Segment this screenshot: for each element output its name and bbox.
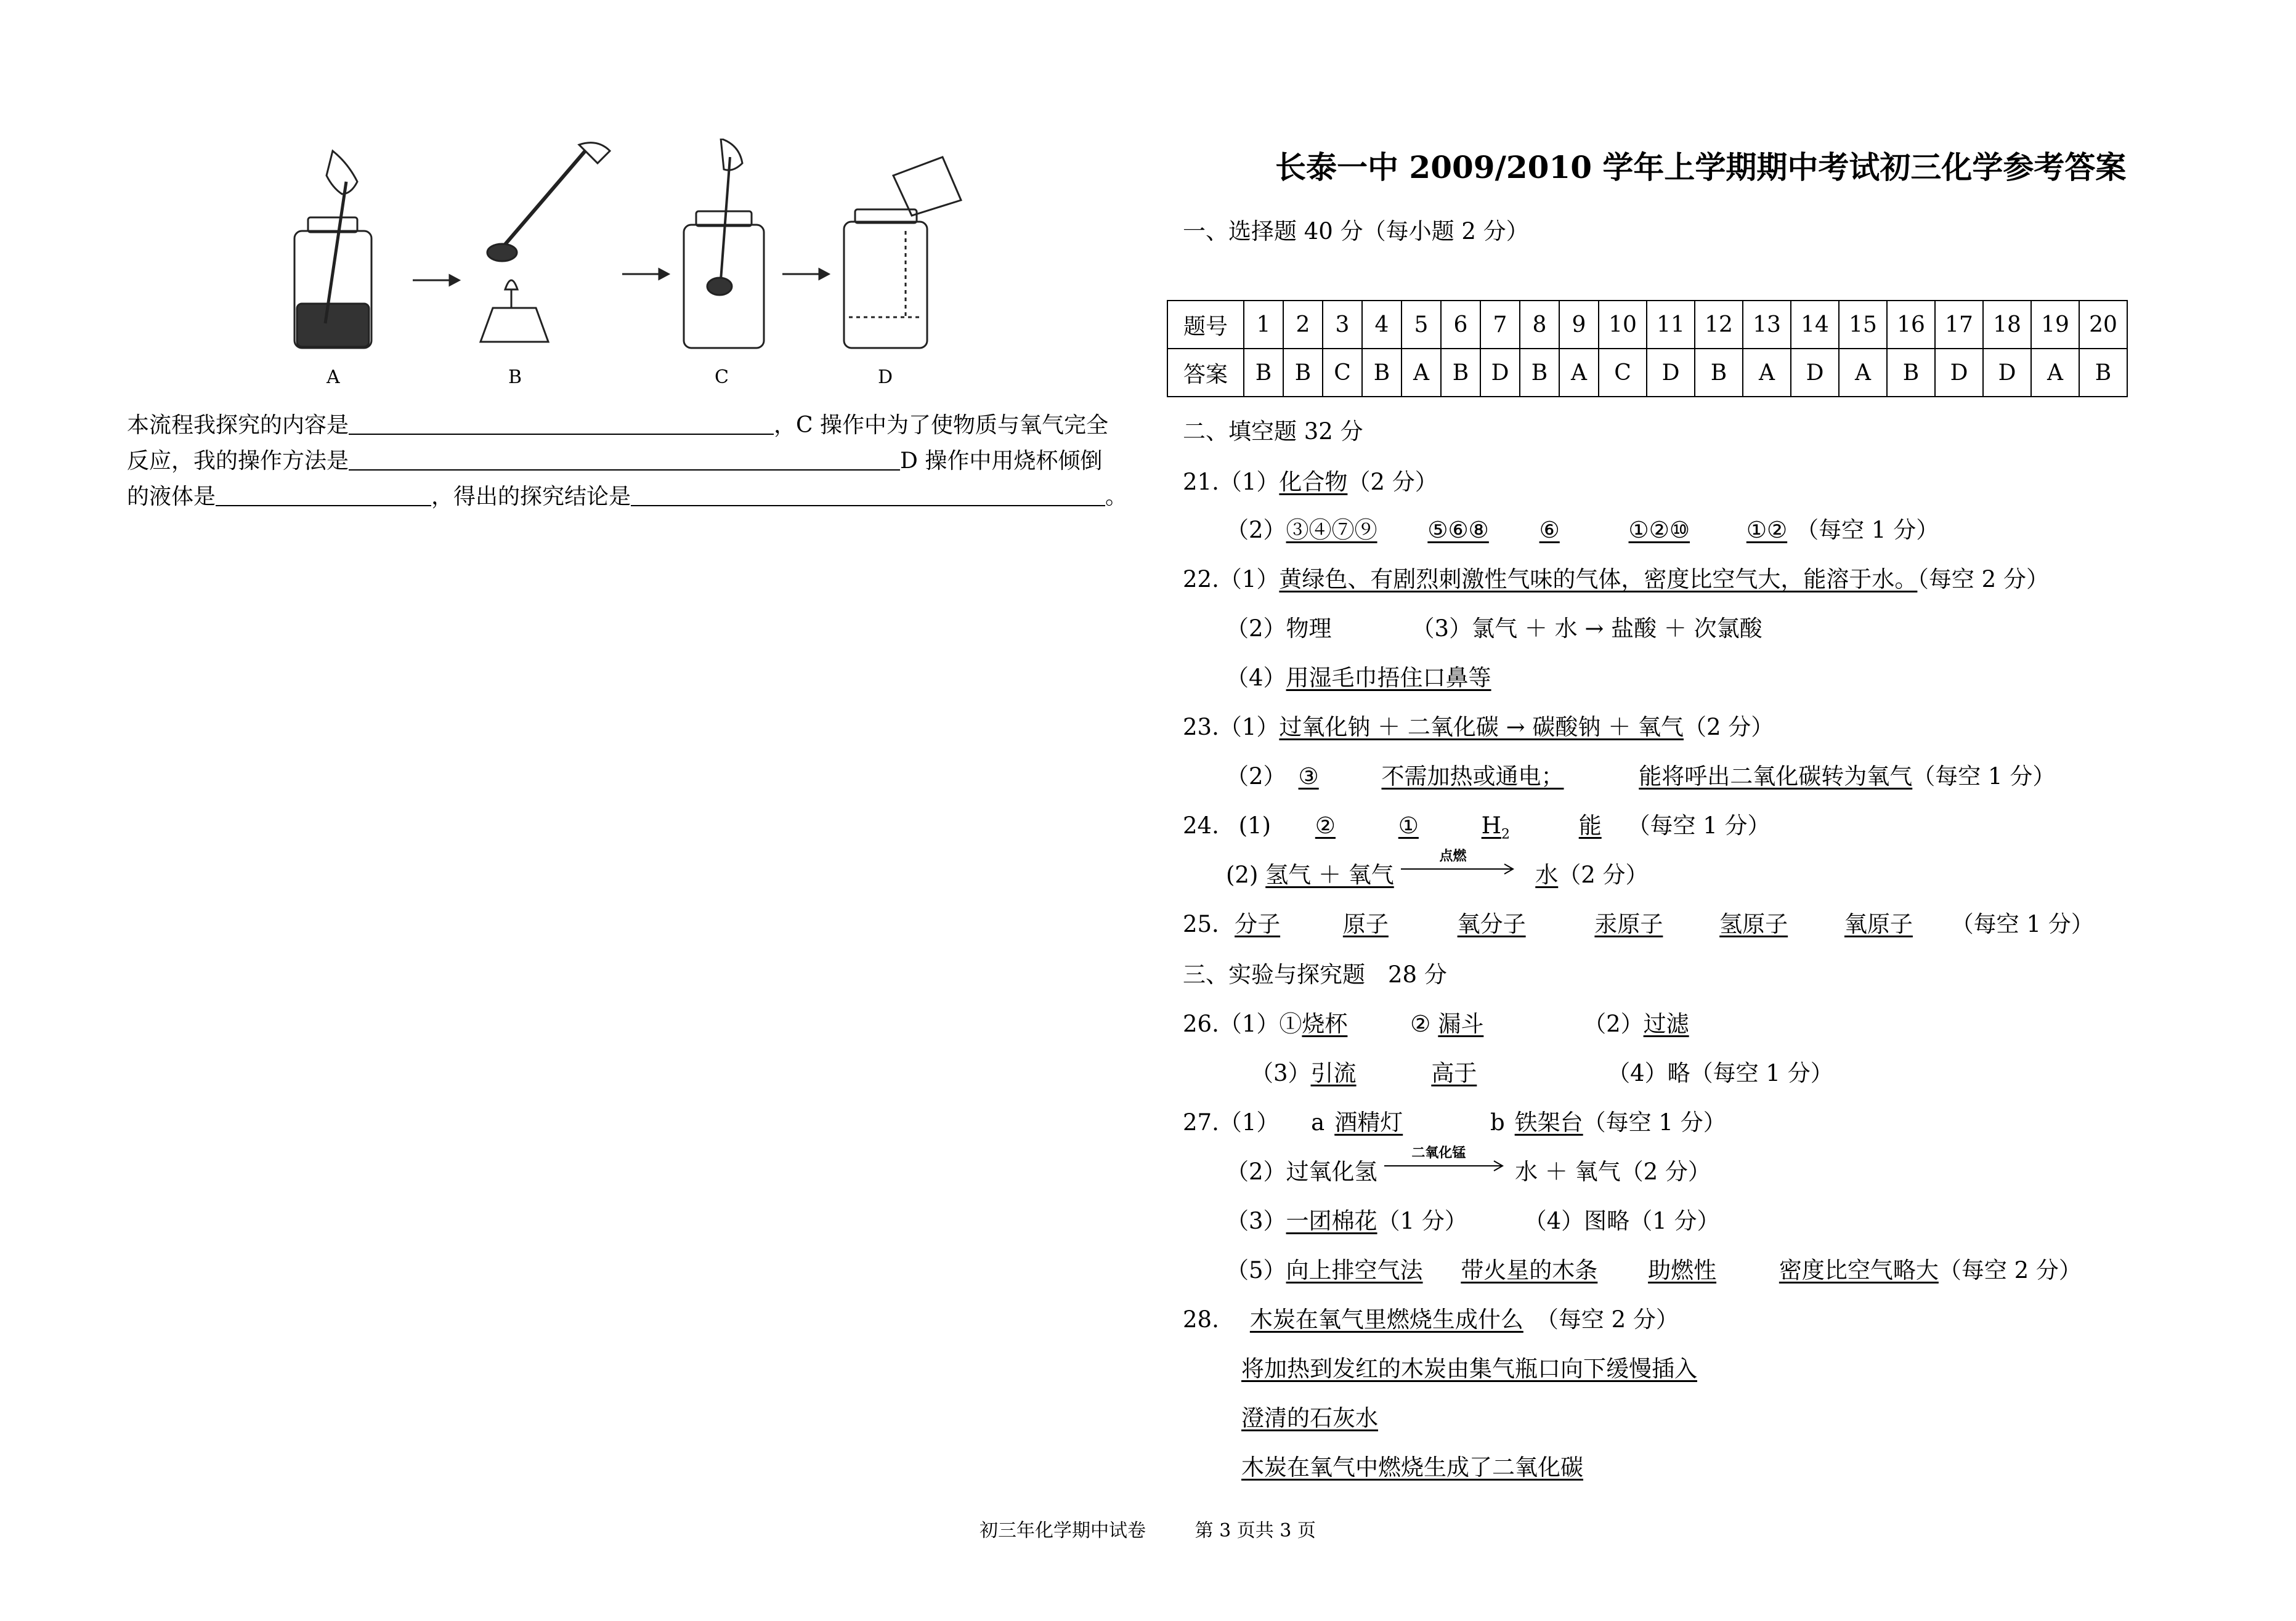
q27-answer-4: （4）图略（1 分） — [1523, 1208, 1720, 1234]
q27-line-5 — [1226, 1251, 2082, 1285]
q23-answer-2c: 能将呼出二氧化碳转为氧气 — [1639, 763, 1913, 790]
page-title: 长泰一中 2009/2010 学年上学期期中考试初三化学参考答案 — [1275, 149, 2127, 185]
q26-answer-1: 烧杯 — [1302, 1011, 1348, 1037]
q28-line-1 — [1183, 1301, 1679, 1334]
section-1-title: 一、选择题 40 分（每小题 2 分） — [1183, 218, 1529, 245]
q27-answer-3: 一团棉花 — [1286, 1208, 1377, 1234]
jar-a-drawing — [294, 151, 371, 348]
q22-answer-4: 用湿毛巾捂住口鼻等 — [1286, 665, 1491, 691]
q23-answer-2b: 不需加热或通电； — [1381, 763, 1564, 790]
q21-sub-2: （2） — [1226, 517, 1286, 543]
q23-sub-2: （2） — [1226, 763, 1286, 790]
table-row-answers — [1167, 349, 2127, 397]
q28-answer-2: 将加热到发红的木炭由集气瓶口向下缓慢插入 — [1241, 1356, 1697, 1382]
table-cell-answer: D — [1983, 349, 2031, 397]
q22-answer-2: （2）物理 — [1226, 615, 1332, 642]
jar-c-drawing — [684, 139, 764, 348]
q28-label: 28. — [1183, 1306, 1219, 1333]
blank-explore-content[interactable] — [349, 413, 774, 435]
table-cell-answer: A — [2031, 349, 2079, 397]
q27-eq-condition: 二氧化锰 — [1411, 1145, 1466, 1161]
q26-sub-2: （2） — [1583, 1011, 1644, 1037]
q26-sub-3: （3） — [1251, 1060, 1311, 1086]
q25-answer-1: 分子 — [1235, 911, 1281, 937]
table-cell-answer: B — [1283, 349, 1323, 397]
q24-answer-3-subscript: 2 — [1501, 827, 1510, 843]
q27-line-2 — [1226, 1145, 1711, 1186]
q24-eq-left: 氢气 ＋ 氧气 — [1265, 862, 1394, 888]
q22-line-2 — [1226, 610, 1763, 643]
table-cell-answer: A — [1743, 349, 1791, 397]
q22-score: （每空 2 分） — [1917, 566, 2049, 592]
q21-line-1 — [1183, 463, 1438, 496]
q25-answer-5: 氢原子 — [1719, 911, 1788, 937]
table-cell-number: 1 — [1244, 301, 1283, 349]
q24-answer-4: 能 — [1578, 812, 1602, 839]
q25-answer-6: 氧原子 — [1844, 911, 1913, 937]
left-line-2-text-b: D 操作中用烧杯倾倒 — [900, 448, 1103, 474]
q21-answer-2c: ⑥ — [1539, 517, 1560, 543]
q25-answer-3: 氧分子 — [1457, 911, 1526, 937]
reaction-arrow-icon — [1384, 1157, 1507, 1182]
blank-liquid[interactable] — [216, 484, 431, 506]
table-cell-number: 5 — [1402, 301, 1441, 349]
q21-line-2 — [1226, 511, 1939, 544]
q24-score-2: （2 分） — [1558, 862, 1649, 888]
table-cell-number: 14 — [1791, 301, 1839, 349]
q27-score-5: （每空 2 分） — [1938, 1257, 2082, 1283]
table-row-numbers — [1167, 301, 2127, 349]
q27-answer-5c: 助燃性 — [1648, 1257, 1717, 1283]
q28-answer-1: 木炭在氧气里燃烧生成什么 — [1249, 1306, 1523, 1333]
q24-eq-condition: 点燃 — [1439, 848, 1467, 864]
left-question-text — [127, 408, 1137, 515]
q27-line-1 — [1183, 1104, 1726, 1137]
left-line-1-text-a: 本流程我探究的内容是 — [127, 413, 349, 438]
q28-score: （每空 2 分） — [1535, 1306, 1679, 1333]
table-cell-number: 17 — [1935, 301, 1983, 349]
blank-conclusion[interactable] — [631, 484, 1105, 506]
q21-score-1: （2 分） — [1347, 469, 1438, 495]
figure-label-c: C — [715, 366, 729, 388]
experiment-figure — [290, 139, 998, 397]
table-cell-number: 18 — [1983, 301, 2031, 349]
answer-table — [1167, 300, 2128, 397]
table-cell-number: 7 — [1480, 301, 1520, 349]
reaction-arrow-icon — [1401, 860, 1518, 885]
q27-eq-right: 水 ＋ 氧气（2 分） — [1515, 1158, 1711, 1185]
q26-answer-5: 高于 — [1431, 1060, 1477, 1086]
q27-answer-5a: 向上排空气法 — [1286, 1257, 1423, 1283]
q24-score-1: （每空 1 分） — [1627, 812, 1771, 839]
q26-answer-6: （4）略 — [1607, 1060, 1690, 1086]
q25-label: 25． — [1183, 911, 1235, 937]
table-cell-number: 19 — [2031, 301, 2079, 349]
q21-answer-2b: ⑤⑥⑧ — [1427, 517, 1489, 543]
experiment-illustration — [290, 139, 998, 397]
q25-answer-2: 原子 — [1342, 911, 1389, 937]
figure-label-a: A — [327, 366, 340, 388]
table-cell-number: 15 — [1839, 301, 1887, 349]
q27-label: 27.（1） — [1183, 1109, 1280, 1136]
q24-eq-right: 水 — [1535, 862, 1559, 888]
table-cell-answer: B — [1362, 349, 1402, 397]
q22-line-4 — [1226, 659, 1491, 692]
q23-line-2 — [1226, 758, 2055, 791]
q21-answer-1: 化合物 — [1279, 469, 1348, 495]
q27-eq-arrow — [1384, 1145, 1507, 1182]
table-cell-answer: D — [1647, 349, 1695, 397]
q24-answer-3 — [1481, 812, 1510, 843]
page-footer — [980, 1515, 1316, 1542]
q23-label: 23.（1） — [1183, 714, 1280, 740]
q27-mark-a: a — [1311, 1109, 1325, 1136]
figure-label-b: B — [508, 366, 522, 388]
table-cell-number: 13 — [1743, 301, 1791, 349]
table-cell-number: 12 — [1695, 301, 1743, 349]
q24-answer-1: ② — [1315, 812, 1336, 839]
q22-label: 22.（1） — [1183, 566, 1280, 592]
table-cell-number: 6 — [1441, 301, 1480, 349]
q22-line-1 — [1183, 560, 2049, 594]
q23-answer-1: 过氧化钠 ＋ 二氧化碳 → 碳酸钠 ＋ 氧气 — [1279, 714, 1684, 740]
table-cell-number: 3 — [1323, 301, 1362, 349]
table-cell-answer: D — [1791, 349, 1839, 397]
table-cell-answer: A — [1559, 349, 1599, 397]
q27-score-3: （1 分） — [1377, 1208, 1467, 1234]
q21-answer-2d: ①②⑩ — [1628, 517, 1690, 543]
table-cell-answer: A — [1839, 349, 1887, 397]
q21-answer-2a: ③④⑦⑨ — [1286, 517, 1377, 543]
q23-answer-2a: ③ — [1298, 763, 1319, 790]
q28-answer-3: 澄清的石灰水 — [1241, 1405, 1378, 1431]
q27-sub-5: （5） — [1226, 1257, 1286, 1283]
table-cell-answer: D — [1480, 349, 1520, 397]
left-line-3-text-c: 。 — [1105, 484, 1128, 509]
q25-line — [1183, 905, 2094, 939]
q26-answer-4: 引流 — [1310, 1060, 1357, 1086]
left-line-3-text-b: ，得出的探究结论是 — [431, 484, 631, 509]
q22-answer-3: （3）氯气 ＋ 水 → 盐酸 ＋ 次氯酸 — [1411, 615, 1763, 642]
left-line-1 — [127, 408, 1137, 443]
q27-answer-5d: 密度比空气略大 — [1779, 1257, 1939, 1283]
q24-eq-arrow — [1401, 848, 1518, 885]
table-cell-answer: C — [1323, 349, 1362, 397]
q27-mark-b: b — [1490, 1109, 1505, 1136]
table-head-answer: 答案 — [1167, 349, 1244, 397]
q23-score-1: （2 分） — [1683, 714, 1774, 740]
q24-label: 24. — [1183, 812, 1219, 839]
table-cell-number: 9 — [1559, 301, 1599, 349]
q26-answer-3: 过滤 — [1643, 1011, 1689, 1037]
table-cell-answer: B — [1695, 349, 1743, 397]
q24-sub-2: (2) — [1226, 862, 1259, 888]
table-cell-number: 4 — [1362, 301, 1402, 349]
q21-answer-2e: ①② — [1746, 517, 1788, 543]
q26-line-1 — [1183, 1005, 1689, 1038]
table-cell-answer: B — [1244, 349, 1283, 397]
figure-label-d: D — [878, 366, 893, 388]
table-cell-number: 2 — [1283, 301, 1323, 349]
q25-answer-4: 汞原子 — [1594, 911, 1663, 937]
footer-page-number: 第 3 页共 3 页 — [1195, 1520, 1316, 1542]
table-cell-number: 8 — [1520, 301, 1559, 349]
left-line-3-text-a: 的液体是 — [127, 484, 216, 509]
q27-sub-3: （3） — [1226, 1208, 1286, 1234]
q24-line-1 — [1183, 807, 1771, 842]
table-cell-answer: D — [1935, 349, 1983, 397]
burner-b-drawing — [481, 143, 610, 342]
q24-answer-3-base: H — [1481, 812, 1501, 839]
table-cell-answer: B — [1887, 349, 1935, 397]
q25-score: （每空 1 分） — [1950, 911, 2094, 937]
q27-answer-a: 酒精灯 — [1334, 1109, 1403, 1136]
table-cell-number: 20 — [2079, 301, 2127, 349]
q26-label: 26.（1）① — [1183, 1011, 1302, 1037]
table-cell-number: 16 — [1887, 301, 1935, 349]
left-line-1-text-b: ，C 操作中为了使物质与氧气完全 — [774, 413, 1109, 438]
table-head-number: 题号 — [1167, 301, 1244, 349]
q23-line-1 — [1183, 708, 1774, 742]
table-cell-number: 11 — [1647, 301, 1695, 349]
q24-sub-1: (1) — [1238, 812, 1272, 839]
q27-eq-left: （2）过氧化氢 — [1226, 1158, 1377, 1185]
left-line-2-text-a: 反应，我的操作方法是 — [127, 448, 349, 474]
q26-answer-2: 漏斗 — [1438, 1011, 1484, 1037]
q21-score-2: （每空 1 分） — [1796, 517, 1939, 543]
q22-answer-1: 黄绿色、有剧烈刺激性气味的气体，密度比空气大，能溶于水。 — [1279, 566, 1918, 592]
q27-line-3 — [1226, 1202, 1719, 1235]
section-3-title: 三、实验与探究题 28 分 — [1183, 961, 1447, 988]
q23-score-2: （每空 1 分） — [1912, 763, 2056, 790]
jar-d-drawing — [844, 157, 961, 348]
section-2-title: 二、填空题 32 分 — [1183, 418, 1363, 445]
blank-operation-method[interactable] — [349, 448, 900, 471]
footer-exam-name: 初三年化学期中试卷 — [980, 1520, 1146, 1542]
q27-answer-b: 铁架台 — [1514, 1109, 1583, 1136]
table-cell-answer: B — [1441, 349, 1480, 397]
table-cell-answer: B — [1520, 349, 1559, 397]
q24-line-2 — [1226, 848, 1649, 889]
q26-score: （每空 1 分） — [1690, 1060, 1833, 1086]
q26-mark-2: ② — [1410, 1011, 1431, 1037]
q28-answer-4: 木炭在氧气中燃烧生成了二氧化碳 — [1241, 1454, 1583, 1481]
q27-score-1: （每空 1 分） — [1583, 1109, 1726, 1136]
table-cell-answer: B — [2079, 349, 2127, 397]
q26-line-2 — [1251, 1054, 1833, 1088]
left-line-2 — [127, 443, 1137, 479]
table-cell-answer: A — [1402, 349, 1441, 397]
q24-answer-2: ① — [1398, 812, 1419, 839]
table-cell-number: 10 — [1599, 301, 1647, 349]
q27-answer-5b: 带火星的木条 — [1461, 1257, 1598, 1283]
table-cell-answer: C — [1599, 349, 1647, 397]
q21-label: 21.（1） — [1183, 469, 1280, 495]
q22-sub-4: （4） — [1226, 665, 1286, 691]
left-line-3 — [127, 479, 1137, 515]
